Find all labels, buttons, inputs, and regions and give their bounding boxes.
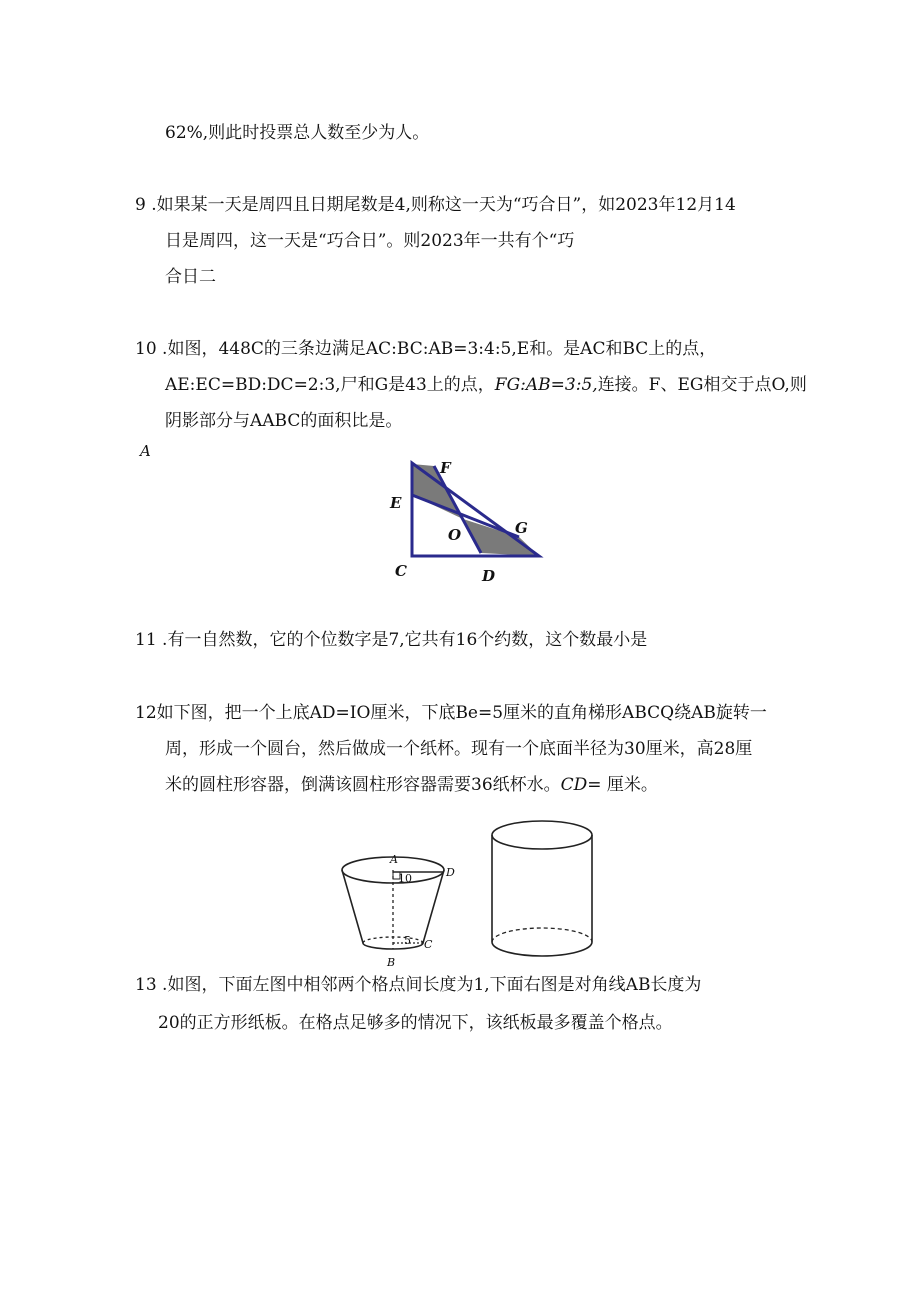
q10-number: 10 [135,339,157,359]
q12-line3c: 厘米。 [601,775,658,795]
cup-label-10: 10 [398,872,412,885]
q9-number: 9 [135,195,146,215]
q8-tail-text: 62%,则此时投票总人数至少为人。 [165,123,430,143]
cup-label-a: A [390,853,398,866]
label-g: G [515,519,528,537]
q9-line1: .如果某一天是周四且日期尾数是4,则称这一天为“巧合日”，如2023年12月14 [145,195,736,215]
question-11 [135,629,647,651]
q12-line3a: 米的圆柱形容器，倒满该圆柱形容器需要36纸杯水。 [165,775,561,795]
q10-stray-letter-a: A [140,442,151,460]
cylinder-bottom-front [492,942,592,956]
q12-line2: 周，形成一个圆台，然后做成一个纸杯。现有一个底面半径为30厘米，高28厘 [165,739,753,759]
label-o: O [448,526,462,544]
q10-line2c: 连接。F、EG相交于点O,则 [597,375,807,395]
q13-line2: 20的正方形纸板。在格点足够多的情况下，该纸板最多覆盖个格点。 [158,1013,673,1033]
cylinder-top [492,821,592,849]
q11-number: 11 [135,630,157,650]
triangle-figure [385,455,555,585]
q10-line3: 阴影部分与AABC的面积比是。 [165,411,403,431]
q10-line1: .如图，448C的三条边满足AC:BC:AB=3:4:5,E和。是AC和BC上的点， [156,339,717,359]
q13-line1: .如图，下面左图中相邻两个格点间长度为1,下面右图是对角线AB长度为 [156,975,702,995]
q9-line2: 日是周四，这一天是“巧合日”。则2023年一共有个“巧 [165,231,575,251]
cup-left-side [342,870,363,943]
cup-label-d: D [446,866,455,879]
q10-ratio-fg-ab: FG:AB=3:5, [494,375,598,395]
cup-right-side [423,870,444,943]
q9-line3: 合日二 [165,267,216,287]
q12-cd-label: CD= [560,775,602,795]
q11-text: .有一自然数，它的个位数字是7,它共有16个约数，这个数最小是 [156,630,648,650]
label-e: E [390,494,402,512]
q10-line2a: AE:EC=BD:DC=2:3,尸和G是43上的点， [165,375,495,395]
label-d: D [482,567,496,585]
q12-number: 12 [135,703,157,723]
cup-label-5: 5 [404,934,411,947]
cup-label-b: B [387,956,396,969]
cylinder-figure [485,815,605,965]
label-c: C [395,562,407,580]
q12-line1: 如下图，把一个上底AD=IO厘米，下底Be=5厘米的直角梯形ABCQ绕AB旋转一 [156,703,767,723]
q13-number: 13 [135,975,157,995]
cup-label-c: C [424,938,433,951]
label-f: F [440,459,451,477]
cylinder-bottom-back [492,928,592,942]
